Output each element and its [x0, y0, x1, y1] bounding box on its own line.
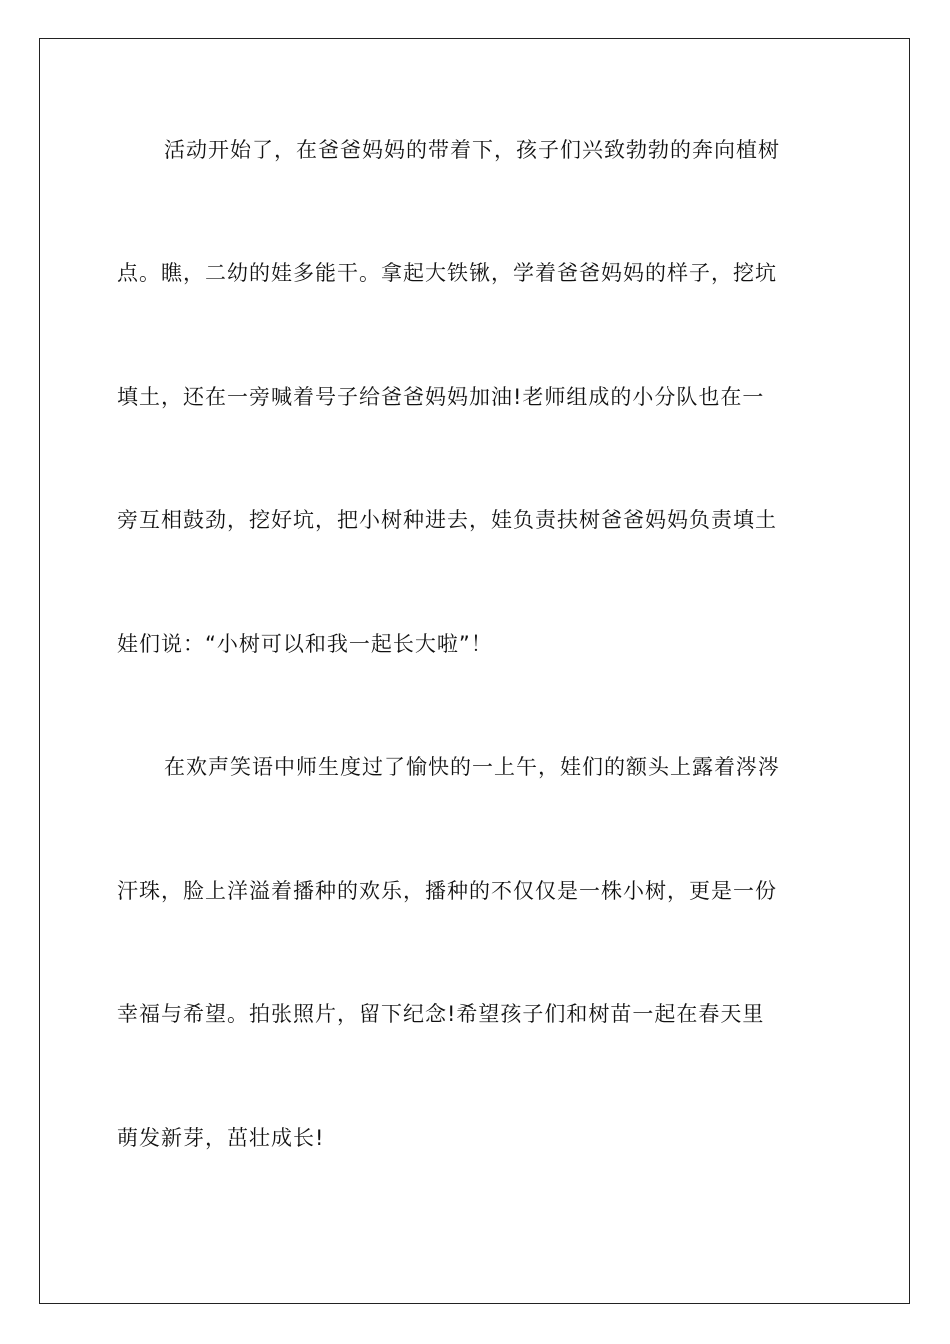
paragraph-1-line-3: 填土，还在一旁喊着号子给爸爸妈妈加油!老师组成的小分队也在一: [117, 385, 765, 409]
paragraph-1-line-4: 旁互相鼓劲，挖好坑，把小树种进去，娃负责扶树爸爸妈妈负责填土: [117, 508, 777, 532]
paragraph-2-line-3: 幸福与希望。拍张照片，留下纪念!希望孩子们和树苗一起在春天里: [117, 1002, 765, 1026]
paragraph-2-line-1: 在欢声笑语中师生度过了愉快的一上午，娃们的额头上露着涔涔: [164, 755, 780, 779]
page-border: [39, 38, 910, 1304]
paragraph-2-line-2: 汗珠，脸上洋溢着播种的欢乐，播种的不仅仅是一株小树，更是一份: [117, 879, 777, 903]
paragraph-1-line-1: 活动开始了，在爸爸妈妈的带着下，孩子们兴致勃勃的奔向植树: [164, 138, 780, 162]
paragraph-1-line-5: 娃们说：“小树可以和我一起长大啦”！: [117, 632, 493, 656]
paragraph-1-line-2: 点。瞧，二幼的娃多能干。拿起大铁锹，学着爸爸妈妈的样子，挖坑: [117, 261, 777, 285]
paragraph-2-line-4: 萌发新芽，茁壮成长!: [117, 1126, 325, 1150]
